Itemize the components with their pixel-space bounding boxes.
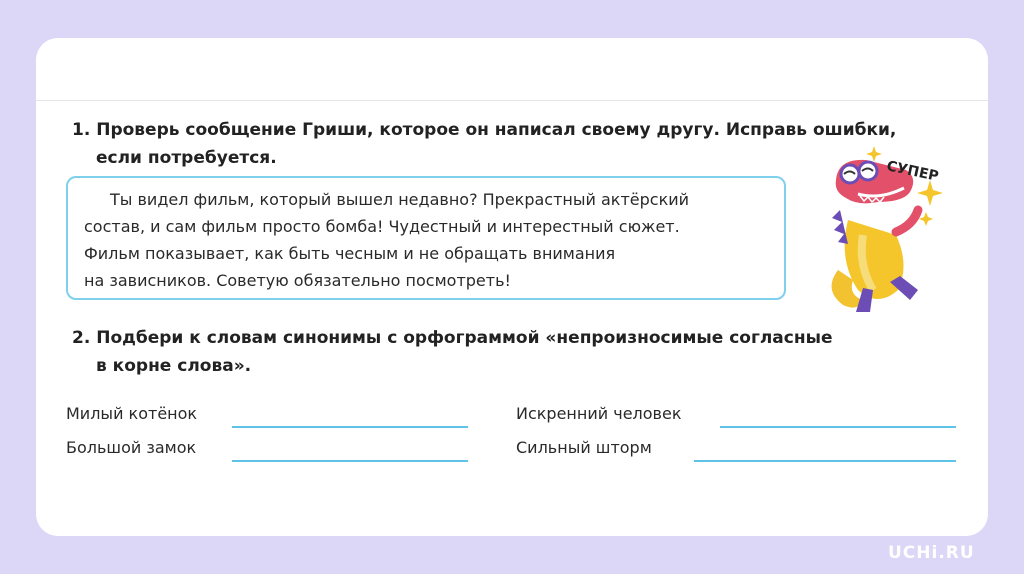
message-line: на зависников. Советую обязательно посмотреть! — [84, 271, 511, 290]
task-1-title-line1: Проверь сообщение Гриши, которое он написал своему другу. Исправь ошибки, — [96, 120, 897, 140]
message-line: Фильм показывает, как быть чесным и не обращать внимания — [84, 244, 616, 263]
answer-line[interactable] — [720, 426, 956, 428]
uchi-watermark: UCHi.RU — [888, 543, 975, 563]
answer-line[interactable] — [232, 460, 468, 462]
task-1-number: 1. — [72, 120, 91, 140]
task-2-title-line1: Подбери к словам синонимы с орфограммой «непроизносимые согласные — [96, 328, 833, 348]
message-line: Ты видел фильм, который вышел недавно? Прекрастный актёрский — [110, 190, 690, 209]
task-2-title-line2: в корне слова». — [96, 356, 252, 376]
answer-line[interactable] — [232, 426, 468, 428]
task-2-number: 2. — [72, 328, 91, 348]
task-1-title-line2: если потребуется. — [96, 148, 277, 168]
word-label: Большой замок — [66, 438, 197, 457]
task-1-title — [72, 116, 896, 172]
message-line: состав, и сам фильм просто бомба! Чудестный и интерестный сюжет. — [84, 217, 680, 236]
dinosaur-super-sticker-icon — [818, 140, 958, 325]
word-label: Искренний человек — [516, 404, 682, 423]
word-label: Сильный шторм — [516, 438, 652, 457]
sticker-text: СУПЕР — [885, 158, 940, 185]
answer-line[interactable] — [694, 460, 956, 462]
message-box — [66, 176, 786, 300]
header-divider — [36, 100, 988, 101]
word-label: Милый котёнок — [66, 404, 198, 423]
task-2-title — [72, 324, 833, 380]
